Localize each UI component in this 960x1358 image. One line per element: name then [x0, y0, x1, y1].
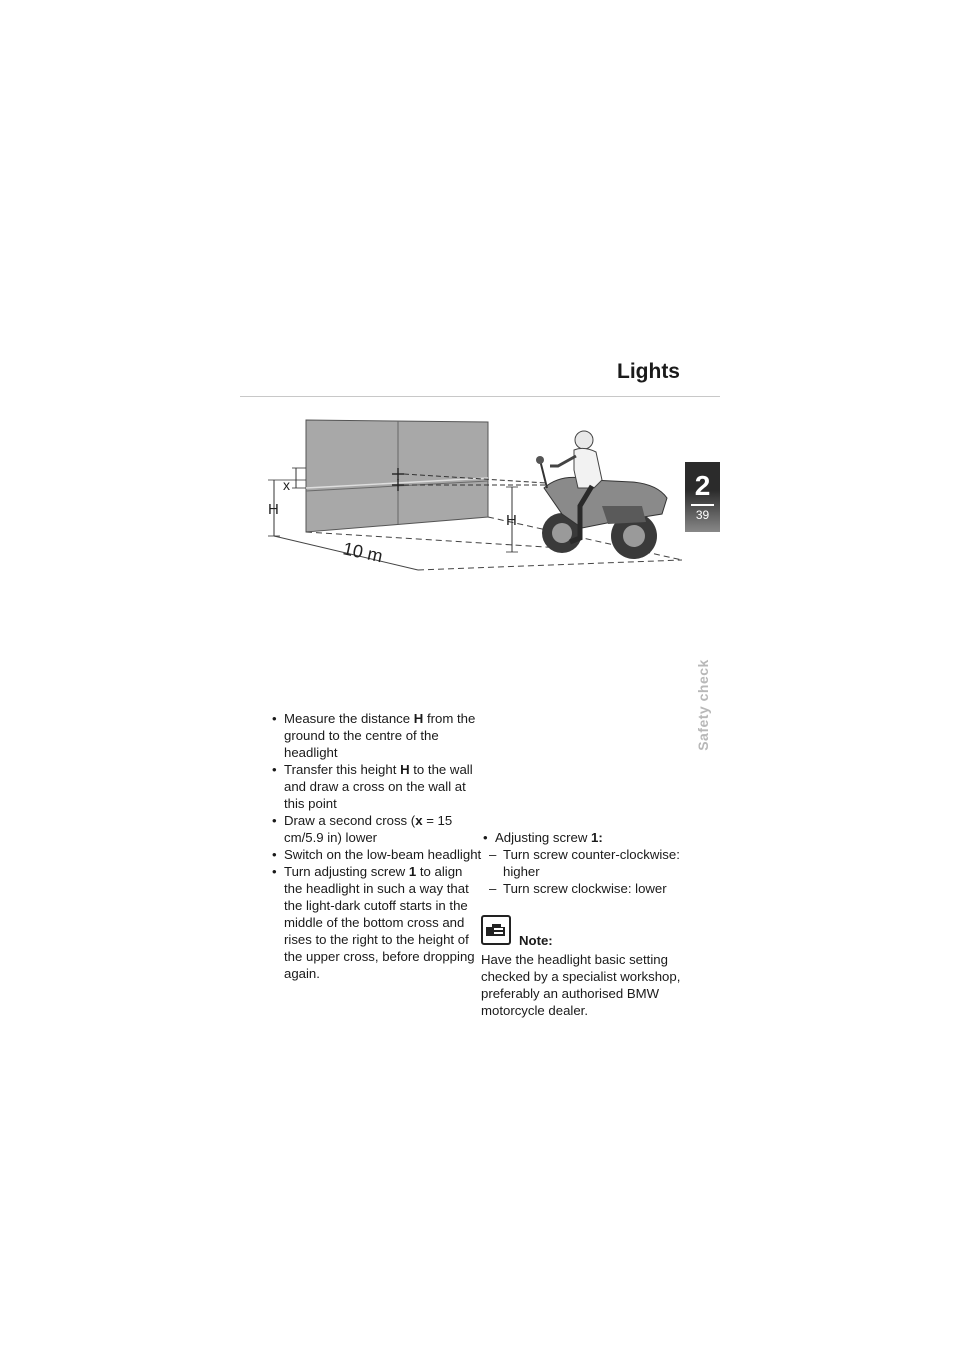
chapter-number: 2 [694, 470, 711, 501]
list-item: • Draw a second cross (x = 15 cm/5.9 in) lower [270, 812, 482, 846]
list-item: • Turn adjusting screw 1 to align the headlight in such a way that the light-dark cutoff starts in the middle of the bottom cross and rises to the right to the height of the upper cross, before dropping again. [270, 863, 482, 982]
list-item: • Measure the distance H from the ground to the centre of the headlight [270, 710, 482, 761]
distance-label: 10 m [341, 538, 385, 567]
title-divider [240, 396, 720, 397]
adjusting-screw-item: • Adjusting screw 1: [481, 829, 681, 846]
h-wall-label: H [268, 501, 279, 518]
note-title: Note: [519, 933, 553, 948]
page-title: Lights [617, 360, 680, 383]
section-label-text: Safety check [695, 659, 712, 751]
instructions-right-column [481, 829, 681, 1019]
floor-line-front [418, 560, 682, 570]
wall-panel [306, 420, 488, 532]
note-hand-icon [481, 915, 511, 945]
x-label: x [283, 477, 290, 493]
list-item: • Transfer this height H to the wall and draw a cross on the wall at this point [270, 761, 482, 812]
sub-list-item: – Turn screw clockwise: lower [481, 880, 681, 897]
sub-list-item: – Turn screw counter-clockwise: higher [481, 846, 681, 880]
section-label [689, 650, 717, 760]
page-number: 39 [695, 508, 710, 522]
motorcycle-illustration [536, 456, 667, 559]
note-text: Have the headlight basic setting checked by a specialist workshop, preferably an authorised BMW motorcycle dealer. [481, 952, 681, 1018]
instructions-left-column [270, 710, 482, 982]
h-bike-label: H [506, 512, 517, 529]
note-header [481, 915, 681, 951]
headlight-adjustment-diagram [262, 410, 700, 582]
list-item: • Switch on the low-beam headlight [270, 846, 482, 863]
